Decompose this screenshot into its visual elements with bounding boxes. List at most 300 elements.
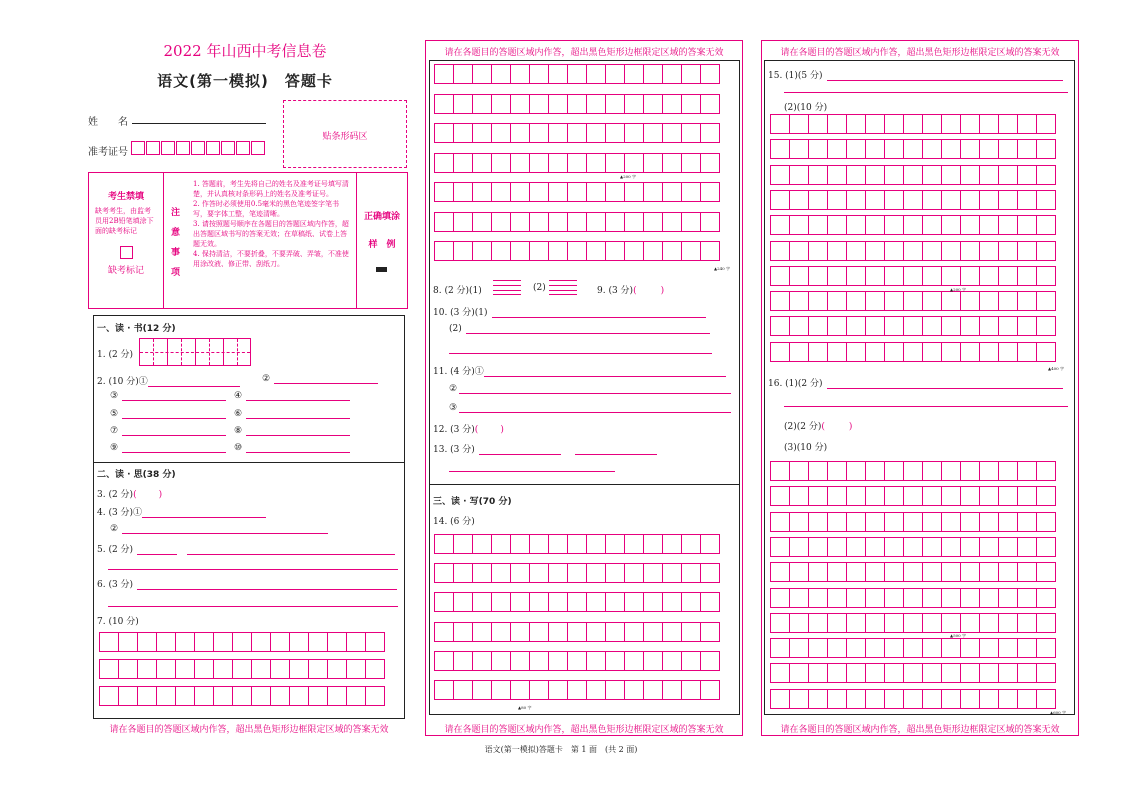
writing-grid-cell[interactable] [865, 562, 885, 582]
writing-grid-cell[interactable] [548, 182, 568, 202]
writing-grid-cell[interactable] [567, 534, 587, 554]
q2-answer[interactable] [122, 443, 226, 453]
writing-grid-cell[interactable] [903, 537, 923, 557]
writing-grid-cell[interactable] [922, 241, 942, 261]
writing-grid-cell[interactable] [472, 153, 492, 173]
writing-grid-cell[interactable] [903, 190, 923, 210]
writing-grid-row[interactable] [770, 562, 1055, 582]
writing-grid-cell[interactable] [548, 680, 568, 700]
writing-grid-cell[interactable] [789, 588, 809, 608]
writing-grid-cell[interactable] [903, 114, 923, 134]
writing-grid-cell[interactable] [491, 64, 511, 84]
writing-grid-cell[interactable] [1036, 114, 1056, 134]
writing-grid-cell[interactable] [941, 316, 961, 336]
writing-grid-row[interactable] [434, 182, 719, 202]
writing-grid-cell[interactable] [605, 94, 625, 114]
writing-grid-cell[interactable] [770, 562, 790, 582]
writing-grid-row[interactable] [434, 592, 719, 612]
writing-grid-cell[interactable] [960, 562, 980, 582]
writing-grid-cell[interactable] [865, 291, 885, 311]
writing-grid-cell[interactable] [681, 94, 701, 114]
writing-grid-cell[interactable] [529, 123, 549, 143]
writing-grid-cell[interactable] [903, 291, 923, 311]
writing-grid-cell[interactable] [491, 534, 511, 554]
writing-grid-cell[interactable] [903, 512, 923, 532]
writing-grid-cell[interactable] [681, 622, 701, 642]
writing-grid-cell[interactable] [884, 663, 904, 683]
writing-grid-cell[interactable] [472, 680, 492, 700]
writing-grid-cell[interactable] [491, 563, 511, 583]
writing-grid-cell[interactable] [903, 689, 923, 709]
q1-pinyin-grid[interactable] [139, 338, 251, 366]
writing-grid-cell[interactable] [700, 94, 720, 114]
writing-grid-cell[interactable] [960, 291, 980, 311]
writing-grid-cell[interactable] [770, 689, 790, 709]
writing-grid-cell[interactable] [1036, 689, 1056, 709]
writing-grid-cell[interactable] [624, 64, 644, 84]
writing-grid-cell[interactable] [846, 689, 866, 709]
writing-grid-cell[interactable] [808, 139, 828, 159]
writing-grid-row[interactable] [770, 663, 1055, 683]
writing-grid-cell[interactable] [662, 592, 682, 612]
writing-grid-cell[interactable] [681, 563, 701, 583]
writing-grid-cell[interactable] [846, 638, 866, 658]
writing-grid-cell[interactable] [941, 215, 961, 235]
writing-grid-cell[interactable] [941, 537, 961, 557]
q5-answer-2[interactable] [187, 545, 395, 555]
writing-grid-cell[interactable] [510, 123, 530, 143]
writing-grid-cell[interactable] [770, 139, 790, 159]
writing-grid-cell[interactable] [1036, 486, 1056, 506]
writing-grid-cell[interactable] [472, 212, 492, 232]
writing-grid-cell[interactable] [808, 241, 828, 261]
writing-grid-row[interactable] [434, 622, 719, 642]
writing-grid-cell[interactable] [586, 212, 606, 232]
writing-grid-cell[interactable] [960, 266, 980, 286]
writing-grid-row[interactable] [770, 114, 1055, 134]
writing-grid-cell[interactable] [979, 638, 999, 658]
writing-grid-cell[interactable] [605, 182, 625, 202]
writing-grid-cell[interactable] [884, 215, 904, 235]
writing-grid-cell[interactable] [998, 139, 1018, 159]
writing-grid-cell[interactable] [1017, 663, 1037, 683]
writing-grid-cell[interactable] [884, 114, 904, 134]
writing-grid-cell[interactable] [586, 94, 606, 114]
writing-grid-cell[interactable] [827, 342, 847, 362]
writing-grid-cell[interactable] [1017, 316, 1037, 336]
writing-grid-cell[interactable] [846, 613, 866, 633]
writing-grid-cell[interactable] [605, 123, 625, 143]
writing-grid-row[interactable] [434, 64, 719, 84]
writing-grid-cell[interactable] [1036, 613, 1056, 633]
writing-grid-cell[interactable] [681, 680, 701, 700]
writing-grid-cell[interactable] [941, 663, 961, 683]
writing-grid-cell[interactable] [491, 651, 511, 671]
writing-grid-cell[interactable] [922, 613, 942, 633]
writing-grid-cell[interactable] [903, 562, 923, 582]
writing-grid-cell[interactable] [1017, 215, 1037, 235]
writing-grid-cell[interactable] [1036, 342, 1056, 362]
writing-grid-cell[interactable] [865, 139, 885, 159]
writing-grid-cell[interactable] [789, 114, 809, 134]
writing-grid-cell[interactable] [491, 153, 511, 173]
writing-grid-cell[interactable] [624, 622, 644, 642]
writing-grid-cell[interactable] [846, 139, 866, 159]
writing-grid-cell[interactable] [789, 342, 809, 362]
writing-grid-cell[interactable] [827, 638, 847, 658]
writing-grid-cell[interactable] [808, 562, 828, 582]
writing-grid-cell[interactable] [827, 114, 847, 134]
writing-grid-cell[interactable] [491, 182, 511, 202]
writing-grid-row[interactable] [770, 215, 1055, 235]
writing-grid-cell[interactable] [643, 153, 663, 173]
writing-grid-cell[interactable] [903, 241, 923, 261]
writing-grid-cell[interactable] [681, 182, 701, 202]
writing-grid-cell[interactable] [865, 588, 885, 608]
writing-grid-cell[interactable] [808, 461, 828, 481]
writing-grid-cell[interactable] [903, 663, 923, 683]
writing-grid-cell[interactable] [1036, 512, 1056, 532]
writing-grid-cell[interactable] [605, 651, 625, 671]
writing-grid-cell[interactable] [846, 342, 866, 362]
writing-grid-cell[interactable] [865, 165, 885, 185]
writing-grid-cell[interactable] [624, 563, 644, 583]
writing-grid-cell[interactable] [998, 562, 1018, 582]
writing-grid-row[interactable] [434, 680, 719, 700]
writing-grid-cell[interactable] [789, 663, 809, 683]
writing-grid-cell[interactable] [510, 212, 530, 232]
writing-grid-cell[interactable] [1036, 241, 1056, 261]
writing-grid-cell[interactable] [624, 592, 644, 612]
writing-grid-cell[interactable] [529, 182, 549, 202]
writing-grid-cell[interactable] [548, 651, 568, 671]
q13-answer-1[interactable] [479, 445, 561, 455]
writing-grid-cell[interactable] [770, 486, 790, 506]
writing-grid-cell[interactable] [998, 165, 1018, 185]
writing-grid-cell[interactable] [643, 241, 663, 261]
writing-grid-cell[interactable] [846, 190, 866, 210]
writing-grid-cell[interactable] [884, 512, 904, 532]
writing-grid-row[interactable] [770, 139, 1055, 159]
writing-grid-cell[interactable] [789, 266, 809, 286]
writing-grid-cell[interactable] [941, 613, 961, 633]
writing-grid-cell[interactable] [960, 139, 980, 159]
writing-grid-cell[interactable] [1036, 139, 1056, 159]
writing-grid-cell[interactable] [789, 461, 809, 481]
writing-grid-cell[interactable] [472, 182, 492, 202]
q10-answer-2[interactable] [466, 324, 710, 334]
writing-grid-cell[interactable] [789, 638, 809, 658]
writing-grid-cell[interactable] [605, 622, 625, 642]
writing-grid-cell[interactable] [529, 94, 549, 114]
writing-grid-cell[interactable] [979, 215, 999, 235]
writing-grid-cell[interactable] [884, 486, 904, 506]
writing-grid-cell[interactable] [960, 537, 980, 557]
writing-grid-cell[interactable] [643, 592, 663, 612]
writing-grid-cell[interactable] [979, 486, 999, 506]
writing-grid-cell[interactable] [586, 534, 606, 554]
writing-grid-cell[interactable] [808, 266, 828, 286]
writing-grid-cell[interactable] [827, 512, 847, 532]
writing-grid-cell[interactable] [491, 212, 511, 232]
q10-answer-1[interactable] [492, 308, 706, 318]
writing-grid-cell[interactable] [1036, 588, 1056, 608]
writing-grid-cell[interactable] [827, 537, 847, 557]
writing-grid-cell[interactable] [491, 123, 511, 143]
writing-grid-cell[interactable] [529, 64, 549, 84]
writing-grid-cell[interactable] [884, 291, 904, 311]
writing-grid-cell[interactable] [846, 537, 866, 557]
name-field[interactable] [132, 114, 266, 124]
writing-grid-cell[interactable] [586, 651, 606, 671]
writing-grid-cell[interactable] [643, 651, 663, 671]
writing-grid-cell[interactable] [700, 153, 720, 173]
writing-grid-cell[interactable] [922, 114, 942, 134]
writing-grid-cell[interactable] [922, 486, 942, 506]
writing-grid-cell[interactable] [922, 638, 942, 658]
writing-grid-row[interactable] [770, 342, 1055, 362]
writing-grid-cell[interactable] [865, 512, 885, 532]
writing-grid-cell[interactable] [808, 486, 828, 506]
writing-grid-row[interactable] [770, 588, 1055, 608]
writing-grid-cell[interactable] [662, 212, 682, 232]
writing-grid-cell[interactable] [643, 182, 663, 202]
writing-grid-cell[interactable] [1036, 266, 1056, 286]
writing-grid-row[interactable] [434, 651, 719, 671]
q10-answer-line[interactable] [449, 353, 712, 354]
writing-grid-row[interactable] [770, 316, 1055, 336]
q6-answer-1[interactable] [137, 580, 397, 590]
writing-grid-cell[interactable] [605, 563, 625, 583]
writing-grid-cell[interactable] [700, 64, 720, 84]
writing-grid-cell[interactable] [998, 461, 1018, 481]
q11-answer-3[interactable] [459, 403, 731, 413]
writing-grid-cell[interactable] [434, 563, 454, 583]
writing-grid-cell[interactable] [998, 114, 1018, 134]
writing-grid-cell[interactable] [662, 123, 682, 143]
writing-grid-cell[interactable] [922, 190, 942, 210]
writing-grid-cell[interactable] [865, 342, 885, 362]
writing-grid-cell[interactable] [453, 123, 473, 143]
writing-grid-cell[interactable] [979, 165, 999, 185]
writing-grid-cell[interactable] [624, 680, 644, 700]
writing-grid-cell[interactable] [979, 663, 999, 683]
writing-grid-cell[interactable] [1017, 461, 1037, 481]
writing-grid-row[interactable] [770, 190, 1055, 210]
q8-answer-2[interactable] [549, 280, 577, 295]
writing-grid-cell[interactable] [846, 291, 866, 311]
writing-grid-cell[interactable] [770, 461, 790, 481]
writing-grid-cell[interactable] [510, 563, 530, 583]
writing-grid-cell[interactable] [510, 64, 530, 84]
writing-grid-cell[interactable] [789, 165, 809, 185]
writing-grid-cell[interactable] [700, 563, 720, 583]
writing-grid-cell[interactable] [998, 316, 1018, 336]
writing-grid-cell[interactable] [662, 651, 682, 671]
writing-grid-cell[interactable] [1017, 689, 1037, 709]
writing-grid-cell[interactable] [529, 563, 549, 583]
writing-grid-cell[interactable] [662, 64, 682, 84]
writing-grid-cell[interactable] [434, 182, 454, 202]
writing-grid-cell[interactable] [808, 342, 828, 362]
q16-answer-line[interactable] [784, 406, 1068, 407]
writing-grid-cell[interactable] [605, 534, 625, 554]
writing-grid-row[interactable] [770, 291, 1055, 311]
writing-grid-cell[interactable] [1017, 588, 1037, 608]
writing-grid-cell[interactable] [960, 114, 980, 134]
writing-grid-cell[interactable] [1036, 165, 1056, 185]
writing-grid-cell[interactable] [884, 190, 904, 210]
writing-grid-cell[interactable] [434, 153, 454, 173]
writing-grid-cell[interactable] [922, 342, 942, 362]
writing-grid-cell[interactable] [624, 153, 644, 173]
writing-grid-cell[interactable] [770, 241, 790, 261]
writing-grid-cell[interactable] [643, 212, 663, 232]
writing-grid-cell[interactable] [567, 94, 587, 114]
writing-grid-cell[interactable] [434, 680, 454, 700]
writing-grid-cell[interactable] [941, 486, 961, 506]
writing-grid-cell[interactable] [1017, 190, 1037, 210]
writing-grid-cell[interactable] [567, 680, 587, 700]
writing-grid-cell[interactable] [1017, 342, 1037, 362]
writing-grid-cell[interactable] [808, 537, 828, 557]
writing-grid-cell[interactable] [624, 94, 644, 114]
writing-grid-cell[interactable] [453, 212, 473, 232]
writing-grid-cell[interactable] [865, 241, 885, 261]
writing-grid-cell[interactable] [434, 241, 454, 261]
writing-grid-cell[interactable] [884, 588, 904, 608]
q5-answer-line[interactable] [108, 569, 398, 570]
writing-grid-cell[interactable] [1017, 165, 1037, 185]
writing-grid-cell[interactable] [681, 241, 701, 261]
writing-grid-cell[interactable] [472, 651, 492, 671]
writing-grid-cell[interactable] [846, 512, 866, 532]
writing-grid-cell[interactable] [1036, 316, 1056, 336]
writing-grid-cell[interactable] [510, 534, 530, 554]
q11-answer-2[interactable] [459, 384, 731, 394]
writing-grid-row[interactable] [770, 638, 1055, 658]
writing-grid-cell[interactable] [979, 139, 999, 159]
writing-grid-cell[interactable] [789, 190, 809, 210]
writing-grid-cell[interactable] [529, 592, 549, 612]
writing-grid-cell[interactable] [681, 534, 701, 554]
writing-grid-cell[interactable] [770, 291, 790, 311]
writing-grid-cell[interactable] [770, 215, 790, 235]
writing-grid-row[interactable] [99, 632, 384, 652]
writing-grid-cell[interactable] [529, 534, 549, 554]
writing-grid-cell[interactable] [827, 461, 847, 481]
writing-grid-cell[interactable] [922, 215, 942, 235]
writing-grid-cell[interactable] [1036, 215, 1056, 235]
writing-grid-cell[interactable] [884, 241, 904, 261]
writing-grid-cell[interactable] [827, 266, 847, 286]
writing-grid-cell[interactable] [491, 94, 511, 114]
writing-grid-cell[interactable] [922, 316, 942, 336]
writing-grid-cell[interactable] [453, 651, 473, 671]
writing-grid-cell[interactable] [472, 622, 492, 642]
writing-grid-cell[interactable] [662, 680, 682, 700]
writing-grid-cell[interactable] [808, 215, 828, 235]
writing-grid-cell[interactable] [453, 680, 473, 700]
writing-grid-cell[interactable] [979, 114, 999, 134]
writing-grid-cell[interactable] [941, 512, 961, 532]
writing-grid-cell[interactable] [681, 153, 701, 173]
writing-grid-cell[interactable] [681, 651, 701, 671]
writing-grid-cell[interactable] [865, 689, 885, 709]
writing-grid-cell[interactable] [979, 316, 999, 336]
writing-grid-cell[interactable] [510, 651, 530, 671]
writing-grid-cell[interactable] [548, 64, 568, 84]
q2-answer-1[interactable] [148, 377, 240, 387]
writing-grid-cell[interactable] [865, 663, 885, 683]
writing-grid-cell[interactable] [472, 123, 492, 143]
writing-grid-cell[interactable] [586, 153, 606, 173]
writing-grid-cell[interactable] [770, 588, 790, 608]
writing-grid-row[interactable] [770, 512, 1055, 532]
writing-grid-cell[interactable] [960, 689, 980, 709]
writing-grid-cell[interactable] [846, 663, 866, 683]
writing-grid-cell[interactable] [453, 563, 473, 583]
writing-grid-cell[interactable] [770, 537, 790, 557]
writing-grid-cell[interactable] [941, 689, 961, 709]
writing-grid-cell[interactable] [960, 486, 980, 506]
writing-grid-cell[interactable] [567, 651, 587, 671]
writing-grid-cell[interactable] [960, 165, 980, 185]
writing-grid-cell[interactable] [884, 266, 904, 286]
q5-answer-1[interactable] [137, 545, 177, 555]
writing-grid-cell[interactable] [491, 592, 511, 612]
writing-grid-cell[interactable] [1036, 562, 1056, 582]
writing-grid-cell[interactable] [808, 588, 828, 608]
writing-grid-cell[interactable] [529, 153, 549, 173]
writing-grid-cell[interactable] [941, 342, 961, 362]
writing-grid-cell[interactable] [529, 212, 549, 232]
writing-grid-cell[interactable] [865, 613, 885, 633]
writing-grid-cell[interactable] [770, 190, 790, 210]
writing-grid-cell[interactable] [903, 165, 923, 185]
writing-grid-cell[interactable] [1017, 241, 1037, 261]
writing-grid-cell[interactable] [789, 613, 809, 633]
writing-grid-cell[interactable] [643, 622, 663, 642]
writing-grid-cell[interactable] [941, 291, 961, 311]
q8-answer-1[interactable] [493, 280, 521, 295]
writing-grid-cell[interactable] [846, 316, 866, 336]
q2-answer-2[interactable] [274, 374, 378, 384]
writing-grid-cell[interactable] [567, 212, 587, 232]
writing-grid-cell[interactable] [624, 212, 644, 232]
writing-grid-cell[interactable] [846, 114, 866, 134]
writing-grid-cell[interactable] [605, 64, 625, 84]
q2-answer[interactable] [246, 443, 350, 453]
writing-grid-cell[interactable] [491, 622, 511, 642]
q2-answer[interactable] [246, 391, 350, 401]
writing-grid-cell[interactable] [865, 316, 885, 336]
writing-grid-cell[interactable] [979, 266, 999, 286]
writing-grid-cell[interactable] [567, 123, 587, 143]
writing-grid-cell[interactable] [434, 622, 454, 642]
q16-answer-1[interactable] [827, 379, 1063, 389]
writing-grid-cell[interactable] [605, 592, 625, 612]
writing-grid-cell[interactable] [472, 64, 492, 84]
writing-grid-cell[interactable] [865, 114, 885, 134]
writing-grid-cell[interactable] [662, 94, 682, 114]
writing-grid-cell[interactable] [548, 241, 568, 261]
writing-grid-cell[interactable] [960, 613, 980, 633]
writing-grid-cell[interactable] [979, 512, 999, 532]
writing-grid-cell[interactable] [770, 165, 790, 185]
writing-grid-cell[interactable] [453, 534, 473, 554]
writing-grid-cell[interactable] [846, 241, 866, 261]
